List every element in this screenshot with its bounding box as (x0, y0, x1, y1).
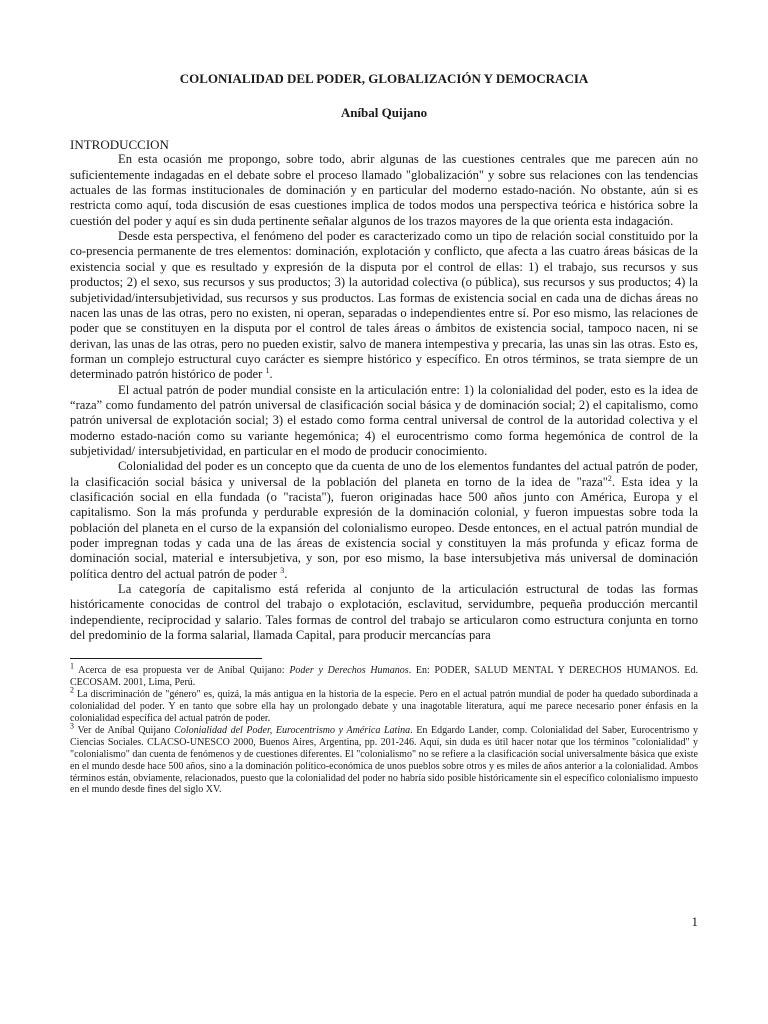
footnote-3-text-b: . En Edgardo Lander, comp. Colonialidad del Saber, Eurocentrismo y Ciencias Sociales. CLACSO-UNESCO 2000, Buenos Aires, Argentina, pp. 201-246. Aquí, sin duda es útil hacer notar que los términos "colonialidad" y "colonialismo" dan cuenta de fenómenos y de cuestiones diferentes. El "colonialismo" no se refiere a la clasificación social universalmente básica que existe en el mundo desde hace 500 años, sino a la dominación político-económica de unos pueblos sobre otros y es miles de años anterior a la colonialidad. Ambos términos están, obviamente, relacionados, puesto que la colonialidad del poder no habría sido posible históricamente sin el específico colonialismo impuesto en el mundo desde fines del siglo XV. (70, 724, 699, 796)
footnote-ref-2[interactable]: 2 (607, 473, 612, 483)
paragraph-1: En esta ocasión me propongo, sobre todo, abrir algunas de las cuestiones centrales que me parecen aún no suficientemente indagadas en el debate sobre el proceso llamado "globalización" y sobre sus relaciones con las tendencias actuales de las formas institucionales de dominación y en particular del moderno estado-nación. No obstante, aún si es restricta como aquí, toda discusión de esas cuestiones implica de todos modos una perspectiva teórica e histórica sobre la cuestión del poder y aquí es sin duda pertinente señalar algunos de los trazos mayores de la que orienta esta indagación. (70, 152, 698, 228)
paragraph-4-text-a: Colonialidad del poder es un concepto que da cuenta de uno de los elementos fundantes del actual patrón de poder, la clasificación social básica y universal de la población del planeta en torno de la idea de "raza" (70, 459, 698, 489)
footnote-3 (70, 721, 699, 796)
paragraph-3: El actual patrón de poder mundial consiste en la articulación entre: 1) la colonialidad del poder, esto es la idea de “raza” como fundamento del patrón universal de clasificación social básica y de dominación social; 2) el capitalismo, como patrón universal de explotación social; 3) el estado como forma central universal de control de la autoridad colectiva y el moderno estado-nación como su variante hegemónica; 4) el eurocentrismo como forma hegemónica de control de la subjetividad/ intersubjetividad, en particular en el modo de producir conocimiento. (70, 382, 698, 458)
document-title: COLONIALIDAD DEL PODER, GLOBALIZACIÓN Y DEMOCRACIA (179, 71, 589, 86)
footnote-3-text-a: Ver de Aníbal Quijano (74, 724, 175, 736)
paragraph-5: La categoría de capitalismo está referida al conjunto de la articulación estructural de todas las formas históricamente conocidas de control del trabajo o explotación, esclavitud, servidumbre, pequeña producción mercantil independiente, reciprocidad y salario. Tales formas de control del trabajo se articularon como estructura conjunta en torno del predominio de la forma salarial, llamada Capital, para producir mercancías para (70, 582, 698, 643)
body-text (70, 152, 698, 643)
footnote-ref-1[interactable]: 1 (265, 366, 270, 376)
footnote-1-number: 1 (70, 662, 74, 672)
footnote-3-italic: Colonialidad del Poder, Eurocentrismo y América Latina (174, 724, 411, 736)
section-heading: INTRODUCCION (70, 137, 169, 152)
footnote-2-text: La discriminación de "género" es, quizá, la más antigua en la historia de la especie. Pero en el actual patrón mundial de poder ha quedado subordinada a colonialidad del poder. Y en tanto que sobre ella hay un prolongado debate y una inagotable literatura, aquí me parece necesario poner énfasis en la colonialidad específica del actual patrón de poder. (70, 689, 698, 725)
paragraph-4-text-b: . Esta idea y la clasificación social en ella fundada (o "racista"), fueron originadas hace 500 años junto con América, Europa y el capitalismo. Son la más profunda y perdurable expresión de la dominación colonial, y fueron impuestas sobre toda la población del planeta en el curso de la expansión del colonialismo europeo. Desde entonces, en el actual patrón mundial de poder impregnan todas y cada una de las áreas de existencia social y constituyen la más profunda y eficaz forma de dominación social, material e intersubjetiva, y son, por eso mismo, la base intersubjetiva más universal de dominación política dentro del actual patrón de poder (70, 474, 698, 581)
footnote-1-text-a: Acerca de esa propuesta ver de Aníbal Quijano: (74, 665, 290, 677)
footnote-ref-3[interactable]: 3 (280, 565, 285, 575)
paragraph-2-text: Desde esta perspectiva, el fenómeno del poder es caracterizado como un tipo de relación social constituido por la co-presencia permanente de tres elementos: dominación, explotación y conflicto, que afecta a las cuatro áreas básicas de la existencia social y que es resultado y expresión de la disputa por el control de ellas: 1) el trabajo, sus recursos y sus productos; 2) el sexo, sus recursos y sus productos; 3) la autoridad colectiva (o pública), sus recursos y sus productos; 4) la subjetividad/intersubjetividad, sus recursos y sus productos. Las formas de existencia social en cada una de dichas áreas no nacen las unas de las otras, pero no existen, ni operan, separadas o independientes entre sí. Por eso mismo, las relaciones de poder que se constituyen en la disputa por el control de tales áreas o ámbitos de existencia social, tampoco nacen, ni se derivan, las unas de las otras, pero no pueden existir, salvo de manera intempestiva y precaria, las unas sin las otras. Esto es, forman un complejo estructural cuyo carácter es siempre histórico y específico. En otros términos, se trata siempre de un determinado patrón histórico de poder (70, 229, 698, 382)
footnote-divider (70, 658, 262, 659)
document-page (70, 70, 698, 796)
footnote-2 (70, 685, 698, 725)
paragraph-4-end: . (284, 566, 288, 581)
paragraph-2-end: . (269, 367, 273, 382)
footnote-3-number: 3 (70, 721, 74, 731)
document-author: Aníbal Quijano (340, 105, 428, 120)
footnote-1-italic: Poder y Derechos Humanos (289, 665, 409, 677)
footnote-1 (70, 662, 698, 689)
footnote-2-number: 2 (70, 685, 74, 695)
page-number: 1 (691, 914, 698, 929)
paragraph-4 (70, 459, 698, 582)
paragraph-2 (70, 229, 698, 382)
footnote-1-text-b: . En: PODER, SALUD MENTAL Y DERECHOS HUMANOS. Ed. CECOSAM. 2001, Lima, Perú. (70, 665, 698, 689)
footnotes (70, 662, 699, 796)
